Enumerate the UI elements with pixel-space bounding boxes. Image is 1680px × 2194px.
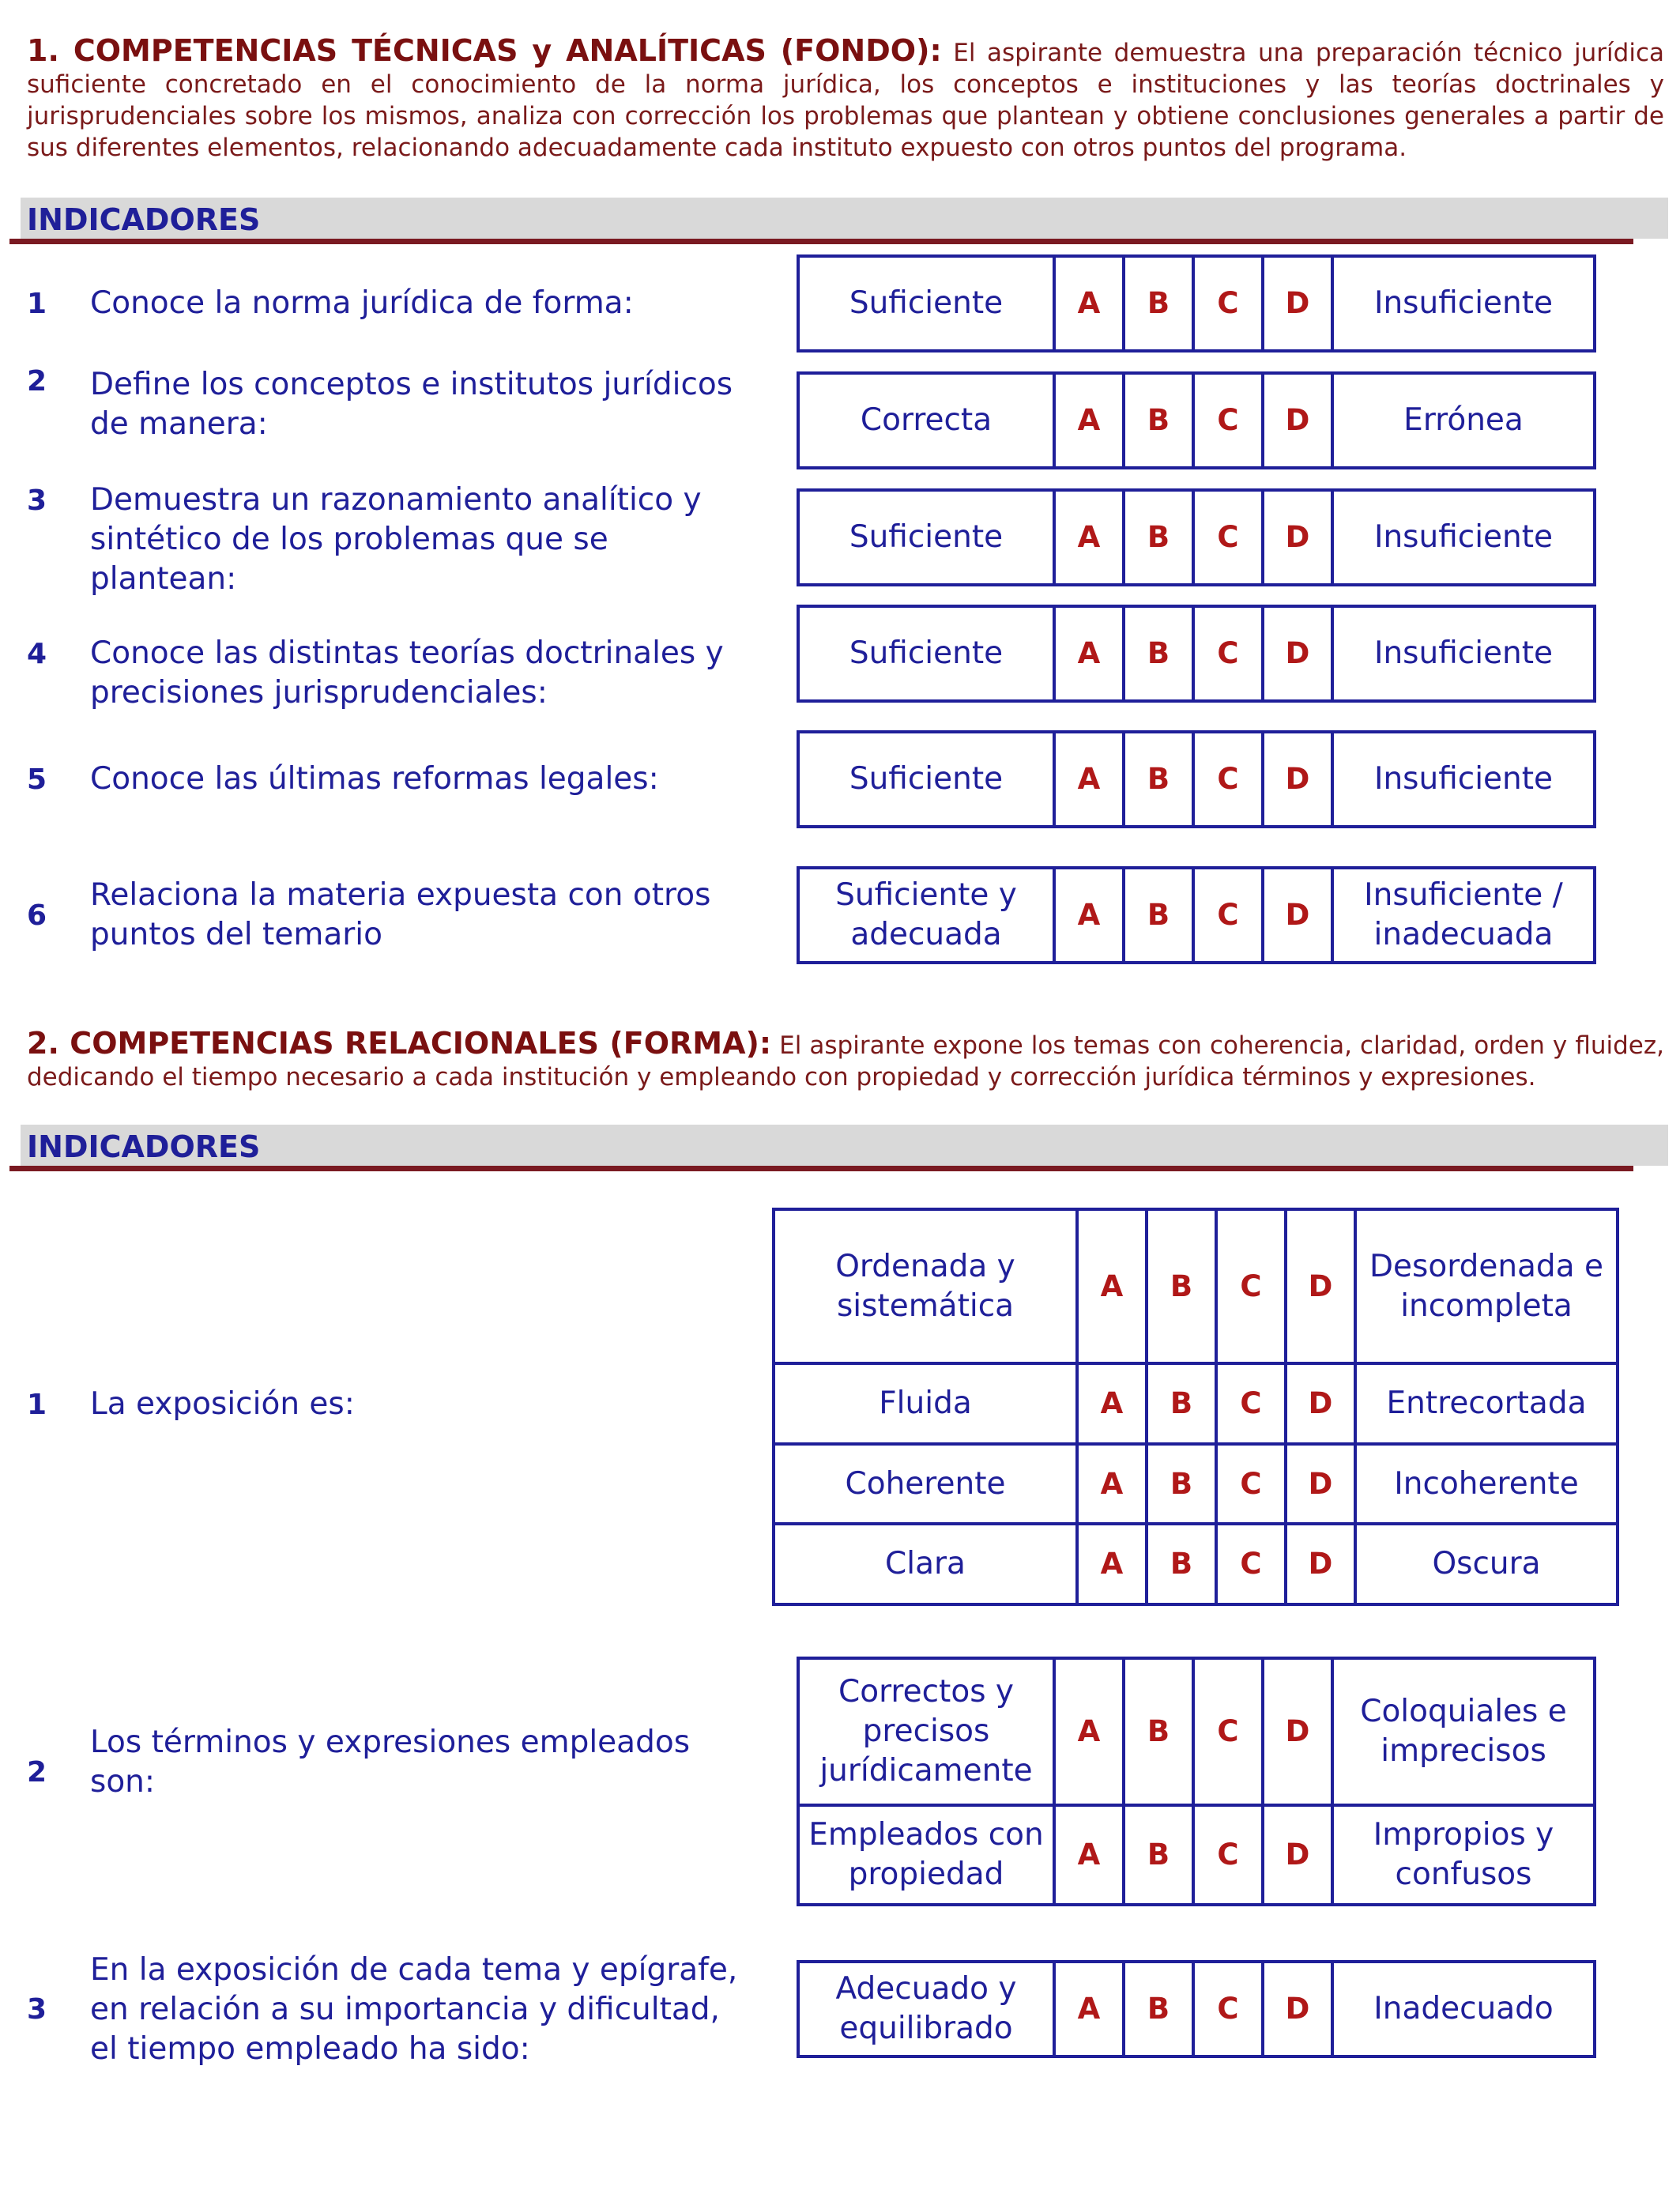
s1-indicator-text: Demuestra un razonamiento analítico y sintético de los problemas que se plantean:	[90, 482, 702, 597]
grade-c-option[interactable]: C	[1193, 373, 1263, 468]
s1-rating-scale	[797, 605, 1596, 703]
grade-d-option[interactable]: D	[1263, 256, 1332, 351]
scale-positive-label: Coherente	[774, 1444, 1077, 1525]
s1-indicator-text: Relaciona la materia expuesta con otros puntos del temario	[90, 877, 711, 952]
grade-b-option[interactable]: B	[1124, 1805, 1193, 1905]
s1-indicator-number: 5	[27, 763, 47, 796]
grade-d-option[interactable]: D	[1263, 868, 1332, 963]
scale-negative-label: Incoherente	[1355, 1444, 1618, 1525]
scale-negative-label: Errónea	[1332, 373, 1595, 468]
section2-description	[27, 1027, 1664, 1093]
scale-positive-label: Correcta	[798, 373, 1054, 468]
section2-divider	[9, 1166, 1633, 1171]
section2-body: El aspirante expone los temas con coherencia, claridad, orden y fluidez, dedicando el tiempo necesario a cada institución y empleando con propiedad y corrección jurídica términos y expresiones.	[27, 1031, 1664, 1091]
grade-d-option[interactable]: D	[1286, 1524, 1355, 1604]
section2-indicators-title: INDICADORES	[27, 1129, 261, 1164]
grade-b-option[interactable]: B	[1147, 1363, 1216, 1444]
grade-a-option[interactable]: A	[1077, 1444, 1147, 1525]
scale-negative-label: Insuficiente / inadecuada	[1332, 868, 1595, 963]
grade-b-option[interactable]: B	[1124, 490, 1193, 585]
section2-indicators-band	[21, 1125, 1668, 1166]
scale-positive-label: Suficiente y adecuada	[798, 868, 1054, 963]
scale-positive-label: Suficiente	[798, 732, 1054, 827]
section1-description	[27, 35, 1664, 164]
grade-b-option[interactable]: B	[1124, 606, 1193, 701]
s1-indicator-text: Define los conceptos e institutos jurídicos de manera:	[90, 367, 733, 442]
grade-c-option[interactable]: C	[1216, 1363, 1286, 1444]
grade-a-option[interactable]: A	[1054, 490, 1124, 585]
section1-indicators-title: INDICADORES	[27, 202, 261, 237]
grade-d-option[interactable]: D	[1286, 1363, 1355, 1444]
grade-c-option[interactable]: C	[1193, 1805, 1263, 1905]
scale-positive-label: Fluida	[774, 1363, 1077, 1444]
grade-b-option[interactable]: B	[1147, 1209, 1216, 1363]
scale-positive-label: Correctos y precisos jurídicamente	[798, 1658, 1054, 1805]
s1-indicator-text: Conoce las últimas reformas legales:	[90, 761, 659, 797]
grade-c-option[interactable]: C	[1193, 490, 1263, 585]
scale-positive-label: Clara	[774, 1524, 1077, 1604]
grade-b-option[interactable]: B	[1124, 1962, 1193, 2056]
s1-indicator-number: 6	[27, 899, 47, 932]
s2-rating-scale	[772, 1208, 1619, 1606]
grade-b-option[interactable]: B	[1124, 1658, 1193, 1805]
s2-rating-scale	[797, 1960, 1596, 2058]
grade-d-option[interactable]: D	[1263, 1962, 1332, 2056]
scale-negative-label: Insuficiente	[1332, 732, 1595, 827]
scale-negative-label: Oscura	[1355, 1524, 1618, 1604]
section2-heading: 2. COMPETENCIAS RELACIONALES (FORMA):	[27, 1026, 772, 1061]
grade-d-option[interactable]: D	[1263, 373, 1332, 468]
s2-indicator-text: En la exposición de cada tema y epígrafe, en relación a su importancia y dificultad, el tiempo empleado ha sido:	[90, 1952, 738, 2067]
grade-a-option[interactable]: A	[1077, 1363, 1147, 1444]
grade-d-option[interactable]: D	[1263, 490, 1332, 585]
scale-positive-label: Suficiente	[798, 606, 1054, 701]
s1-rating-scale	[797, 730, 1596, 828]
grade-a-option[interactable]: A	[1077, 1524, 1147, 1604]
grade-b-option[interactable]: B	[1124, 732, 1193, 827]
s1-rating-scale	[797, 866, 1596, 964]
scale-negative-label: Inadecuado	[1332, 1962, 1595, 2056]
grade-d-option[interactable]: D	[1263, 732, 1332, 827]
grade-a-option[interactable]: A	[1054, 373, 1124, 468]
grade-c-option[interactable]: C	[1216, 1444, 1286, 1525]
grade-d-option[interactable]: D	[1263, 606, 1332, 701]
s1-rating-scale	[797, 371, 1596, 469]
grade-a-option[interactable]: A	[1077, 1209, 1147, 1363]
grade-c-option[interactable]: C	[1216, 1524, 1286, 1604]
s1-rating-scale	[797, 254, 1596, 352]
grade-a-option[interactable]: A	[1054, 732, 1124, 827]
scale-positive-label: Suficiente	[798, 256, 1054, 351]
s1-indicator-text: Conoce las distintas teorías doctrinales y precisiones jurisprudenciales:	[90, 635, 724, 711]
grade-d-option[interactable]: D	[1263, 1658, 1332, 1805]
grade-c-option[interactable]: C	[1193, 256, 1263, 351]
s2-indicator-number: 3	[27, 1992, 47, 2026]
grade-a-option[interactable]: A	[1054, 1962, 1124, 2056]
scale-negative-label: Insuficiente	[1332, 606, 1595, 701]
s1-indicator-number: 3	[27, 484, 47, 517]
section1-heading: 1. COMPETENCIAS TÉCNICAS y ANALÍTICAS (FONDO):	[27, 33, 942, 68]
grade-b-option[interactable]: B	[1124, 256, 1193, 351]
s2-indicator-text: Los términos y expresiones empleados son:	[90, 1725, 691, 1800]
grade-c-option[interactable]: C	[1193, 1962, 1263, 2056]
scale-negative-label: Insuficiente	[1332, 490, 1595, 585]
scale-positive-label: Ordenada y sistemática	[774, 1209, 1077, 1363]
scale-positive-label: Adecuado y equilibrado	[798, 1962, 1054, 2056]
grade-c-option[interactable]: C	[1193, 732, 1263, 827]
s1-indicator-number: 2	[27, 365, 47, 398]
grade-a-option[interactable]: A	[1054, 868, 1124, 963]
grade-c-option[interactable]: C	[1193, 1658, 1263, 1805]
grade-a-option[interactable]: A	[1054, 606, 1124, 701]
grade-b-option[interactable]: B	[1124, 868, 1193, 963]
grade-c-option[interactable]: C	[1193, 606, 1263, 701]
s1-indicator-number: 1	[27, 287, 47, 320]
scale-negative-label: Desordenada e incompleta	[1355, 1209, 1618, 1363]
scale-negative-label: Coloquiales e imprecisos	[1332, 1658, 1595, 1805]
s2-rating-scale	[797, 1657, 1596, 1906]
s1-indicator-number: 4	[27, 637, 47, 670]
scale-positive-label: Empleados con propiedad	[798, 1805, 1054, 1905]
grade-a-option[interactable]: A	[1054, 256, 1124, 351]
scale-negative-label: Entrecortada	[1355, 1363, 1618, 1444]
grade-b-option[interactable]: B	[1147, 1444, 1216, 1525]
scale-positive-label: Suficiente	[798, 490, 1054, 585]
grade-d-option[interactable]: D	[1286, 1444, 1355, 1525]
grade-b-option[interactable]: B	[1124, 373, 1193, 468]
section1-indicators-band	[21, 198, 1668, 239]
grade-b-option[interactable]: B	[1147, 1524, 1216, 1604]
s2-indicator-number: 1	[27, 1388, 47, 1421]
grade-c-option[interactable]: C	[1216, 1209, 1286, 1363]
grade-c-option[interactable]: C	[1193, 868, 1263, 963]
s2-indicator-text: La exposición es:	[90, 1386, 355, 1422]
grade-d-option[interactable]: D	[1263, 1805, 1332, 1905]
section1-body: El aspirante demuestra una preparación técnico jurídica suficiente concretado en el conocimiento de la norma jurídica, los conceptos e instituciones y las teorías doctrinales y jurisprudenciales sobre los mismos, analiza con corrección los problemas que plantean y obtiene conclusiones generales a partir de sus diferentes elementos, relacionando adecuadamente cada instituto expuesto con otros puntos del programa.	[27, 39, 1664, 162]
scale-negative-label: Insuficiente	[1332, 256, 1595, 351]
s1-indicator-text: Conoce la norma jurídica de forma:	[90, 285, 634, 321]
grade-a-option[interactable]: A	[1054, 1805, 1124, 1905]
s1-rating-scale	[797, 488, 1596, 586]
section1-divider	[9, 239, 1633, 244]
grade-d-option[interactable]: D	[1286, 1209, 1355, 1363]
s2-indicator-number: 2	[27, 1755, 47, 1789]
scale-negative-label: Impropios y confusos	[1332, 1805, 1595, 1905]
grade-a-option[interactable]: A	[1054, 1658, 1124, 1805]
